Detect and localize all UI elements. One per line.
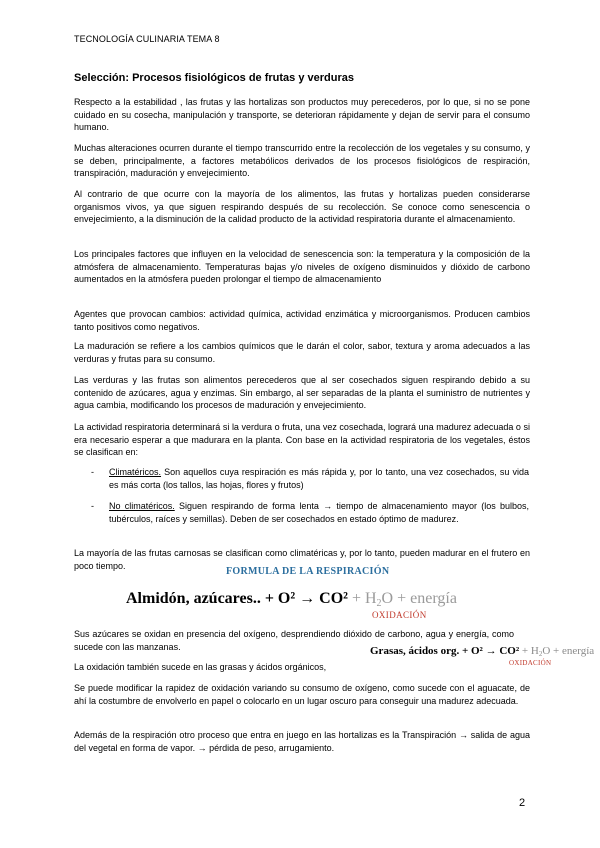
- formula-product-water-a: + H: [521, 645, 539, 657]
- paragraph-agents: Agentes que provocan cambios: actividad química, actividad enzimática y microorganismos. Producen cambios tanto positivos como negativos.: [74, 309, 530, 332]
- paragraph-perishable: Las verduras y las frutas son alimentos perecederos que al ser cosechados siguen respirando debido a su contenido de azúcares, agua y enzimas. Sin embargo, al ser separadas de la planta el suministro de nutrientes y agua cambia, modificando los procesos de maduración y envejecimiento.: [74, 375, 530, 411]
- paragraph-senescence: Al contrario de que ocurre con la mayoría de los alimentos, las frutas y hortalizas pueden considerarse organismos vivos, ya que siguen respirando después de su recolección. Se conoce como senescencia o envejecimiento, a la disminución de la calidad producto de la actividad respiratoria durante el almacenamiento.: [74, 189, 530, 225]
- respiration-formula-sugars: [126, 590, 457, 609]
- arrow-icon: →: [299, 590, 316, 607]
- oxidation-label: OXIDACIÓN: [372, 610, 427, 620]
- document-header: TECNOLOGÍA CULINARIA TEMA 8: [74, 34, 220, 44]
- paragraph-oxidation-rate: Se puede modificar la rapidez de oxidación variando su consumo de oxígeno, como sucede con el aguacate, de ahí la costumbre de envolverlo en papel o colocarlo en un lugar oscuro para conseguir una madurez adecuada.: [74, 683, 530, 706]
- list-item-climateric: [91, 466, 529, 491]
- formula-product-co2: CO²: [496, 645, 522, 657]
- paragraph-sugars-oxidize: Sus azúcares se oxidan en presencia del oxígeno, desprendiendo dióxido de carbono, agua y energía, como sucede con las manzanas.: [74, 629, 514, 652]
- paragraph-stability: Respecto a la estabilidad , las frutas y las hortalizas son productos muy perecederos, por lo que, si no se pone cuidado en su cosecha, manipulación y transporte, se deterioran rápidamente y dejan de servir para el consumo humano.: [74, 97, 530, 133]
- formula-subscript: 2: [376, 598, 382, 609]
- bullet-dash: -: [91, 467, 94, 477]
- list-item-non-climateric: [91, 500, 529, 525]
- paragraph-ripening: La maduración se refiere a los cambios químicos que le darán el color, sabor, textura y aroma adecuados a las verduras y frutas para su consumo.: [74, 341, 530, 364]
- arrow-icon: →: [485, 645, 497, 657]
- paragraph-factors: Los principales factores que influyen en la velocidad de senescencia son: la temperatura y la composición de la atmósfera de almacenamiento. Temperaturas bajas y/o niveles de oxígeno disminuidos y dióxido de carbono aumentados en la atmósfera pueden prolongar el tiempo de almacenamiento: [74, 249, 530, 285]
- formula-title: FORMULA DE LA RESPIRACIÓN: [226, 566, 390, 577]
- oxidation-label: OXIDACIÓN: [509, 659, 552, 667]
- formula-product-water-b: O + energía: [381, 590, 457, 607]
- formula-reactants: Grasas, ácidos org. + O²: [370, 645, 486, 657]
- formula-product-water-a: + H: [351, 590, 377, 607]
- bullet-text: Siguen respirando de forma lenta → tiempo de almacenamiento mayor (los bulbos, tubérculos, raíces y semillas). Deben de ser cosechados en estado óptimo de madurez.: [109, 501, 529, 524]
- page-number: 2: [519, 797, 526, 809]
- paragraph-fleshy-fruits: La mayoría de las frutas carnosas se clasifican como climatéricas y, por lo tanto, pueden madurar en el frutero en poco tiempo.: [74, 548, 530, 571]
- paragraph-transpiration: Además de la respiración otro proceso que entra en juego en las hortalizas es la Transpiración → salida de agua del vegetal en forma de vapor. → pérdida de peso, arrugamiento.: [74, 730, 530, 753]
- formula-product-water-b: O + energía: [542, 645, 595, 657]
- formula-reactants: Almidón, azúcares.. + O²: [126, 590, 300, 607]
- paragraph-alterations: Muchas alteraciones ocurren durante el tiempo transcurrido entre la recolección de los vegetales y su consumo, y se deben, principalmente, a factores metabólicos derivados de los procesos fisiológicos de respiración, transpiración, maduración y envejecimiento.: [74, 143, 530, 179]
- formula-product-co2: CO²: [315, 590, 352, 607]
- bullet-term: No climatéricos.: [109, 501, 175, 511]
- formula-subscript: 2: [538, 650, 543, 658]
- bullet-text: Son aquellos cuya respiración es más rápida y, por lo tanto, una vez cosechados, su vida es más corta (los tallos, las hojas, flores y frutos): [109, 467, 529, 490]
- paragraph-respiratory-activity: La actividad respiratoria determinará si la verdura o fruta, una vez cosechada, logrará una madurez adecuada o si era necesario esperar a que madurara en la planta. Con base en la actividad respiratoria de los vegetales, éstos se clasifican en:: [74, 422, 530, 458]
- bullet-term: Climatéricos.: [109, 467, 162, 477]
- respiration-formula-fats: [370, 645, 594, 658]
- paragraph-fats-oxidize: La oxidación también sucede en las grasas y ácidos orgánicos,: [74, 662, 327, 672]
- bullet-dash: -: [91, 501, 94, 511]
- section-title: Selección: Procesos fisiológicos de frutas y verduras: [74, 72, 354, 84]
